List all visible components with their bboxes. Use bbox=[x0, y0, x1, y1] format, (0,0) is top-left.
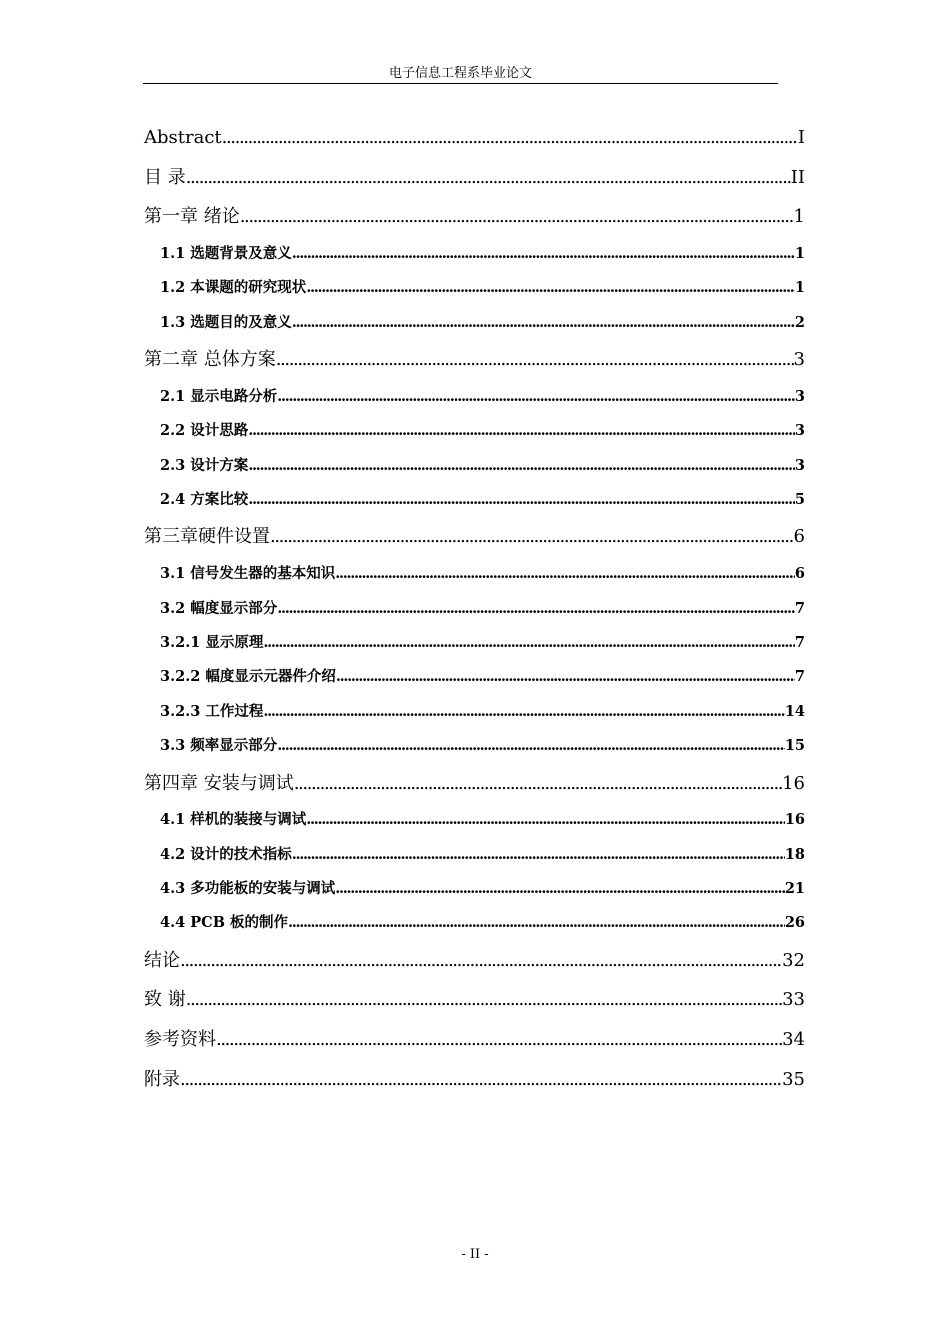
toc-entry-page: 6 bbox=[794, 565, 805, 583]
toc-chapter-entry[interactable] bbox=[143, 197, 805, 237]
toc-dot-leader bbox=[292, 237, 795, 271]
toc-entry-page: 14 bbox=[784, 702, 805, 720]
toc-dot-leader bbox=[248, 414, 795, 448]
toc-entry-title: 3.2.3 工作过程 bbox=[160, 702, 264, 720]
toc-entry-page: 7 bbox=[794, 668, 805, 686]
toc-section-entry[interactable] bbox=[143, 380, 805, 414]
toc-section-entry[interactable] bbox=[143, 626, 805, 660]
toc-entry-page: I bbox=[797, 127, 805, 148]
toc-section-entry[interactable] bbox=[143, 660, 805, 694]
toc-dot-leader bbox=[180, 1060, 782, 1100]
toc-entry-title: 2.1 显示电路分析 bbox=[160, 387, 278, 405]
toc-entry-page: 7 bbox=[794, 633, 805, 651]
toc-dot-leader bbox=[292, 838, 785, 872]
toc-entry-title: 2.2 设计思路 bbox=[160, 422, 249, 440]
toc-dot-leader bbox=[306, 271, 795, 305]
toc-entry-title: 4.3 多功能板的安装与调试 bbox=[160, 879, 336, 897]
toc-entry-page: 26 bbox=[784, 914, 805, 932]
toc-entry-title: 2.4 方案比较 bbox=[160, 491, 249, 509]
toc-entry-page: 21 bbox=[784, 879, 805, 897]
toc-dot-leader bbox=[336, 660, 795, 694]
toc-entry-title: Abstract bbox=[144, 127, 222, 148]
toc-entry-title: 第一章 绪论 bbox=[144, 206, 240, 228]
toc-entry-page: 3 bbox=[793, 349, 805, 371]
toc-dot-leader bbox=[180, 941, 782, 981]
toc-entry-title: 附录 bbox=[144, 1068, 180, 1090]
toc-entry-page: 18 bbox=[784, 845, 805, 863]
toc-section-entry[interactable] bbox=[143, 237, 805, 271]
toc-entry-title: 第二章 总体方案 bbox=[144, 349, 276, 371]
toc-entry-title: 目 录 bbox=[144, 166, 186, 188]
toc-dot-leader bbox=[277, 592, 795, 626]
toc-entry-page: 16 bbox=[784, 811, 805, 829]
toc-chapter-entry[interactable] bbox=[143, 340, 805, 380]
toc-dot-leader bbox=[294, 764, 782, 804]
toc-entry-title: 第三章硬件设置 bbox=[144, 526, 270, 548]
toc-chapter-entry[interactable] bbox=[143, 764, 805, 804]
toc-dot-leader bbox=[292, 306, 795, 340]
toc-chapter-entry[interactable] bbox=[143, 980, 805, 1020]
toc-entry-page: 32 bbox=[782, 949, 805, 971]
toc-entry-title: 1.1 选题背景及意义 bbox=[160, 245, 292, 263]
toc-entry-page: 16 bbox=[782, 772, 805, 794]
toc-entry-title: 4.2 设计的技术指标 bbox=[160, 845, 292, 863]
toc-chapter-entry[interactable] bbox=[143, 158, 805, 198]
toc-entry-title: 3.1 信号发生器的基本知识 bbox=[160, 565, 336, 583]
toc-entry-title: 3.3 频率显示部分 bbox=[160, 737, 278, 755]
toc-section-entry[interactable] bbox=[143, 271, 805, 305]
toc-entry-title: 3.2 幅度显示部分 bbox=[160, 599, 278, 617]
toc-entry-page: 5 bbox=[794, 491, 805, 509]
toc-dot-leader bbox=[248, 483, 795, 517]
toc-section-entry[interactable] bbox=[143, 803, 805, 837]
running-header: 电子信息工程系毕业论文 bbox=[388, 66, 532, 81]
toc-entry-title: 致 谢 bbox=[144, 989, 186, 1011]
toc-section-entry[interactable] bbox=[143, 592, 805, 626]
toc-section-entry[interactable] bbox=[143, 306, 805, 340]
toc-chapter-entry[interactable] bbox=[143, 1060, 805, 1100]
toc-entry-title: 第四章 安装与调试 bbox=[144, 772, 294, 794]
toc-dot-leader bbox=[277, 380, 795, 414]
toc-section-entry[interactable] bbox=[143, 414, 805, 448]
toc-dot-leader bbox=[288, 906, 785, 940]
toc-entry-page: 7 bbox=[794, 599, 805, 617]
toc-entry-page: 1 bbox=[794, 279, 805, 297]
toc-dot-leader bbox=[216, 1020, 782, 1060]
page-number: - II - bbox=[461, 1247, 489, 1262]
toc-dot-leader bbox=[263, 695, 784, 729]
toc-dot-leader bbox=[222, 118, 798, 158]
toc-entry-page: 15 bbox=[784, 737, 805, 755]
toc-chapter-entry[interactable] bbox=[143, 1020, 805, 1060]
toc-entry-page: 34 bbox=[782, 1029, 805, 1051]
toc-dot-leader bbox=[277, 729, 785, 763]
toc-section-entry[interactable] bbox=[143, 872, 805, 906]
toc-entry-page: 6 bbox=[793, 526, 805, 548]
toc-entry-title: 4.1 样机的装接与调试 bbox=[160, 811, 307, 829]
toc-entry-title: 1.3 选题目的及意义 bbox=[160, 313, 292, 331]
toc-entry-page: 35 bbox=[782, 1068, 805, 1090]
toc-section-entry[interactable] bbox=[143, 557, 805, 591]
toc-entry-title: 结论 bbox=[144, 949, 180, 971]
toc-entry-page: 1 bbox=[793, 206, 805, 228]
toc-entry-title: 3.2.2 幅度显示元器件介绍 bbox=[160, 668, 336, 686]
toc-dot-leader bbox=[186, 158, 791, 198]
toc-entry-page: 3 bbox=[794, 387, 805, 405]
toc-entry-title: 参考资料 bbox=[144, 1029, 216, 1051]
toc-entry-title: 4.4 PCB 板的制作 bbox=[160, 914, 289, 932]
toc-entry-page: 33 bbox=[782, 989, 805, 1011]
toc-entry-page: 3 bbox=[794, 456, 805, 474]
toc-entry-page: 2 bbox=[794, 313, 805, 331]
toc-entry-page: 1 bbox=[794, 245, 805, 263]
toc-chapter-entry[interactable] bbox=[143, 941, 805, 981]
toc-section-entry[interactable] bbox=[143, 695, 805, 729]
toc-section-entry[interactable] bbox=[143, 449, 805, 483]
toc-dot-leader bbox=[335, 557, 795, 591]
toc-dot-leader bbox=[240, 197, 794, 237]
toc-dot-leader bbox=[248, 449, 795, 483]
toc-dot-leader bbox=[276, 340, 794, 380]
toc-dot-leader bbox=[270, 517, 794, 557]
toc-entry-title: 3.2.1 显示原理 bbox=[160, 633, 264, 651]
toc-section-entry[interactable] bbox=[143, 729, 805, 763]
toc-chapter-entry[interactable] bbox=[143, 517, 805, 557]
toc-chapter-entry[interactable] bbox=[143, 118, 805, 158]
toc-section-entry[interactable] bbox=[143, 838, 805, 872]
toc-entry-title: 2.3 设计方案 bbox=[160, 456, 249, 474]
toc-entry-title: 1.2 本课题的研究现状 bbox=[160, 279, 307, 297]
toc-section-entry[interactable] bbox=[143, 906, 805, 940]
header-divider bbox=[143, 83, 778, 84]
toc-section-entry[interactable] bbox=[143, 483, 805, 517]
toc-dot-leader bbox=[263, 626, 794, 660]
toc-entry-page: 3 bbox=[794, 422, 805, 440]
toc-entry-page: II bbox=[790, 166, 805, 188]
table-of-contents bbox=[143, 118, 805, 1100]
toc-dot-leader bbox=[335, 872, 785, 906]
toc-dot-leader bbox=[306, 803, 785, 837]
toc-dot-leader bbox=[186, 980, 782, 1020]
